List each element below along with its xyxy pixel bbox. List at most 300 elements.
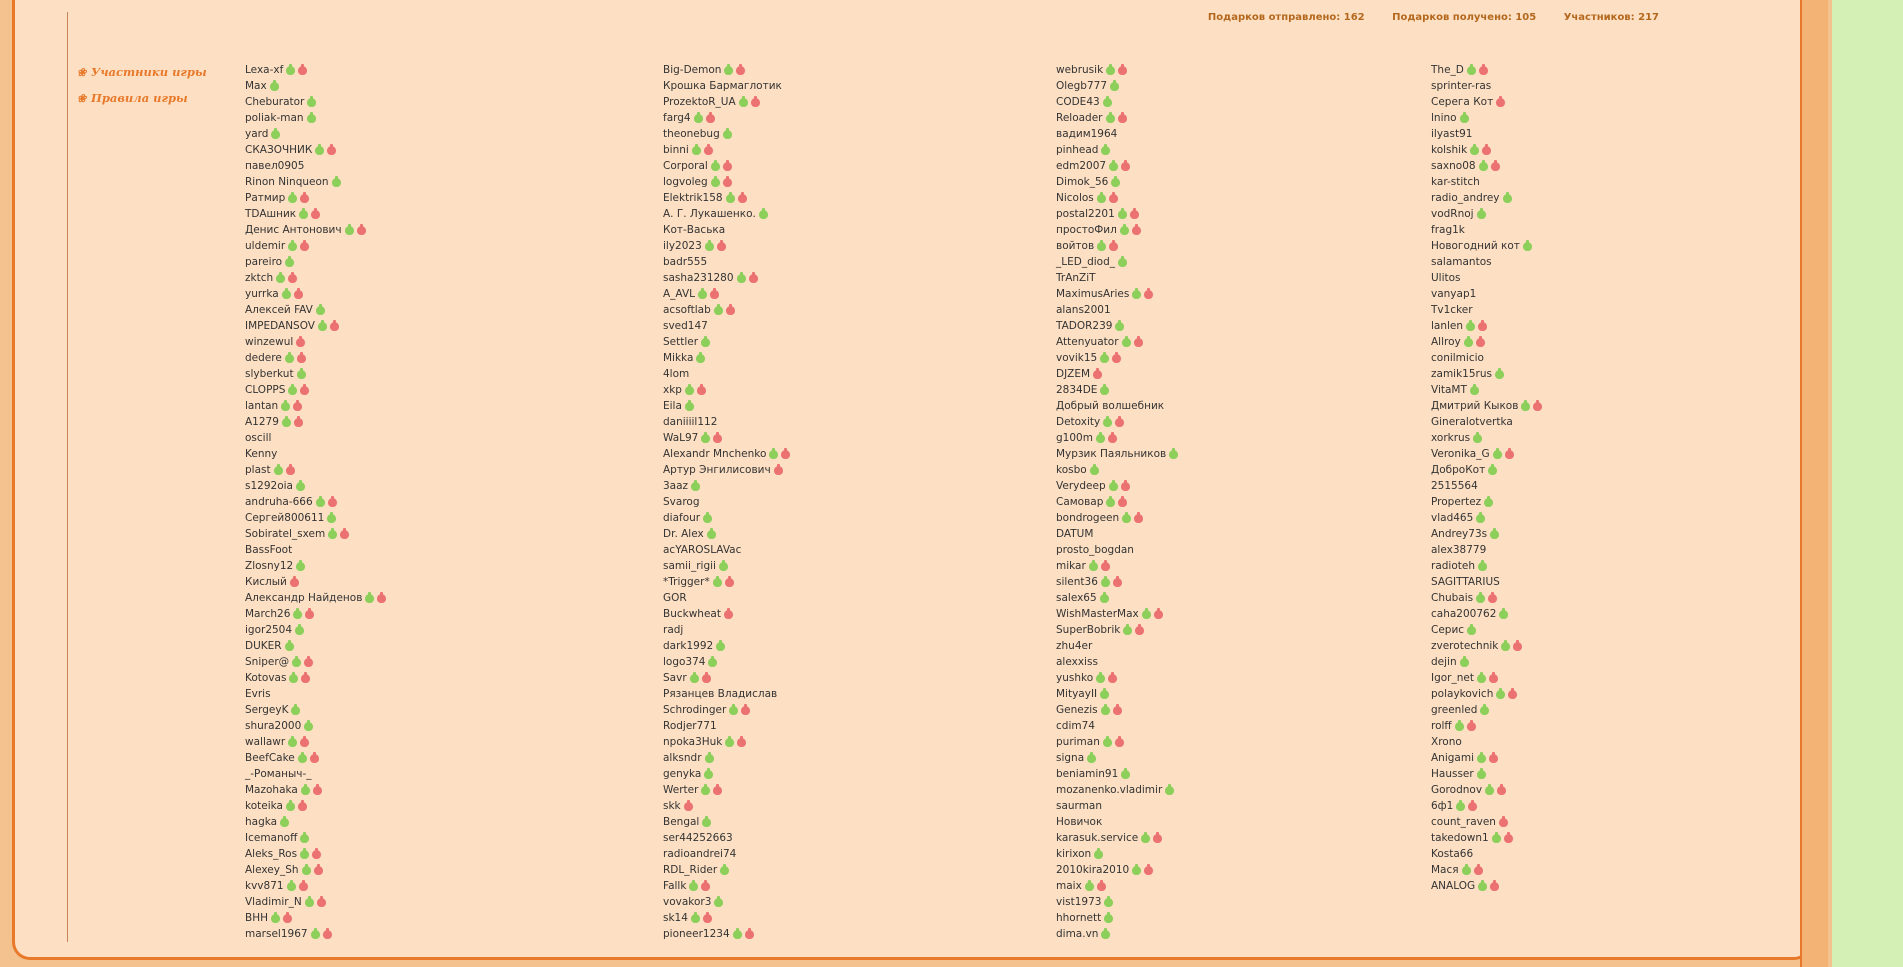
participant-row: [245, 286, 386, 302]
participant-name[interactable]: zktch: [245, 272, 274, 284]
participant-row: [245, 718, 386, 734]
participant-name[interactable]: hagka: [245, 816, 278, 828]
participant-name[interactable]: Andrey73s: [1431, 528, 1488, 540]
participant-name[interactable]: СКАЗОЧНИК: [245, 144, 313, 156]
participant-name[interactable]: IMPEDANSOV: [245, 320, 315, 332]
participant-name[interactable]: maix: [1056, 880, 1082, 892]
participant-name[interactable]: Schrodinger: [663, 704, 727, 716]
red-gift-icon: [298, 66, 307, 75]
participant-name[interactable]: frag1k: [1431, 224, 1465, 236]
participant-name[interactable]: alans2001: [1056, 304, 1111, 316]
participant-name[interactable]: ProzektoR_UA: [663, 96, 736, 108]
participant-name[interactable]: xorkrus: [1431, 432, 1471, 444]
participant-name[interactable]: marsel1967: [245, 928, 308, 940]
participant-name[interactable]: Bengal: [663, 816, 700, 828]
participant-row: [245, 750, 386, 766]
participant-name[interactable]: npoka3Huk: [663, 736, 723, 748]
participant-row: [1431, 62, 1542, 78]
participant-name[interactable]: theonebug: [663, 128, 720, 140]
participant-name[interactable]: Eila: [663, 400, 682, 412]
green-gift-icon: [1165, 786, 1174, 795]
participant-name[interactable]: VitaMT: [1431, 384, 1467, 396]
participant-name[interactable]: Fallk: [663, 880, 687, 892]
participant-name[interactable]: Ulitos: [1431, 272, 1461, 284]
participant-row: [1431, 526, 1542, 542]
participant-name[interactable]: oscill: [245, 432, 272, 444]
participant-row: [245, 526, 386, 542]
participant-name[interactable]: shura2000: [245, 720, 302, 732]
participant-row: [1431, 158, 1542, 174]
participant-name[interactable]: Денис Антонович: [245, 224, 342, 236]
green-gift-icon: [1479, 162, 1488, 171]
green-gift-icon: [1488, 466, 1497, 475]
participant-name[interactable]: pioneer1234: [663, 928, 730, 940]
participant-name[interactable]: Genezis: [1056, 704, 1098, 716]
participant-name[interactable]: bondrogeen: [1056, 512, 1120, 524]
participant-name[interactable]: А. Г. Лукашенко.: [663, 208, 756, 220]
participant-name[interactable]: Igor_net: [1431, 672, 1474, 684]
green-gift-icon: [1141, 834, 1150, 843]
participant-name[interactable]: polaykovich: [1431, 688, 1494, 700]
participant-name[interactable]: Кислый: [245, 576, 287, 588]
participant-name[interactable]: A1279: [245, 416, 279, 428]
participant-name[interactable]: g100m: [1056, 432, 1093, 444]
red-gift-icon: [751, 98, 760, 107]
participant-name[interactable]: vanyap1: [1431, 288, 1477, 300]
participant-name[interactable]: BHH: [245, 912, 268, 924]
green-gift-icon: [327, 514, 336, 523]
participant-name[interactable]: beniamin91: [1056, 768, 1119, 780]
participant-row: [1431, 750, 1542, 766]
participant-name[interactable]: WishMasterMax: [1056, 608, 1139, 620]
participant-name[interactable]: samii_rigii: [663, 560, 716, 572]
participant-name[interactable]: павел0905: [245, 160, 305, 172]
participant-name[interactable]: Кот-Васька: [663, 224, 726, 236]
participant-name[interactable]: uldemir: [245, 240, 286, 252]
participant-name[interactable]: ДоброКот: [1431, 464, 1486, 476]
participant-name[interactable]: kosbo: [1056, 464, 1087, 476]
green-gift-icon: [685, 386, 694, 395]
participant-row: [663, 318, 790, 334]
participant-name[interactable]: Новогодний кот: [1431, 240, 1520, 252]
participant-name[interactable]: вадим1964: [1056, 128, 1118, 140]
participant-name[interactable]: mozanenko.vladimir: [1056, 784, 1163, 796]
participant-name[interactable]: igor2504: [245, 624, 293, 636]
participant-name[interactable]: Rodjer771: [663, 720, 717, 732]
participant-name[interactable]: kolshik: [1431, 144, 1468, 156]
participant-name[interactable]: Gineralotvertka: [1431, 416, 1513, 428]
participant-row: [1056, 446, 1178, 462]
participant-name[interactable]: Александр Найденов: [245, 592, 363, 604]
participant-name[interactable]: SuperBobrik: [1056, 624, 1121, 636]
participant-name[interactable]: Nicolos: [1056, 192, 1094, 204]
participant-name[interactable]: cdim74: [1056, 720, 1095, 732]
green-gift-icon: [691, 914, 700, 923]
red-gift-icon: [1467, 722, 1476, 731]
participant-name[interactable]: Сергей800611: [245, 512, 325, 524]
participant-row: [245, 430, 386, 446]
participant-name[interactable]: Svarog: [663, 496, 700, 508]
participant-row: [1431, 558, 1542, 574]
participant-name[interactable]: silent36: [1056, 576, 1098, 588]
participant-name[interactable]: SAGITTARIUS: [1431, 576, 1500, 588]
participant-name[interactable]: lantan: [245, 400, 279, 412]
participant-name[interactable]: 2515564: [1431, 480, 1478, 492]
participant-row: [663, 734, 790, 750]
participant-name[interactable]: slyberkut: [245, 368, 294, 380]
participant-name[interactable]: radj: [663, 624, 684, 636]
participant-row: [1056, 222, 1178, 238]
participant-row: [663, 462, 790, 478]
participant-name[interactable]: *Trigger*: [663, 576, 710, 588]
participant-name[interactable]: Buckwheat: [663, 608, 721, 620]
participant-name[interactable]: Kenny: [245, 448, 278, 460]
participant-row: [663, 414, 790, 430]
participant-name[interactable]: xkp: [663, 384, 682, 396]
participant-name[interactable]: DUKER: [245, 640, 282, 652]
participant-name[interactable]: Cheburator: [245, 96, 305, 108]
participant-name[interactable]: CODE43: [1056, 96, 1100, 108]
green-gift-icon: [1100, 594, 1109, 603]
participant-name[interactable]: diafour: [663, 512, 701, 524]
participant-row: [663, 478, 790, 494]
participant-name[interactable]: conilmicio: [1431, 352, 1484, 364]
participant-name[interactable]: signa: [1056, 752, 1085, 764]
participant-name[interactable]: poliak-man: [245, 112, 304, 124]
participant-name[interactable]: acsoftlab: [663, 304, 711, 316]
participant-name[interactable]: Vladimir_N: [245, 896, 302, 908]
participant-name[interactable]: lnino: [1431, 112, 1457, 124]
participant-name[interactable]: Detoxity: [1056, 416, 1101, 428]
participant-name[interactable]: Kosta66: [1431, 848, 1474, 860]
participant-name[interactable]: The_D: [1431, 64, 1464, 76]
participant-name[interactable]: A_AVL: [663, 288, 695, 300]
participant-name[interactable]: Propertez: [1431, 496, 1482, 508]
participant-name[interactable]: mikar: [1056, 560, 1086, 572]
participant-name[interactable]: Olegb777: [1056, 80, 1108, 92]
participant-name[interactable]: WaL97: [663, 432, 699, 444]
participant-name[interactable]: logo374: [663, 656, 706, 668]
participant-name[interactable]: Dr. Alex: [663, 528, 704, 540]
participant-name[interactable]: andruha-666: [245, 496, 313, 508]
participant-name[interactable]: GOR: [663, 592, 687, 604]
participant-name[interactable]: March26: [245, 608, 291, 620]
participant-name[interactable]: _-Романыч-_: [245, 768, 312, 780]
red-gift-icon: [1115, 418, 1124, 427]
green-gift-icon: [1097, 242, 1106, 251]
participant-name[interactable]: Алексей FAV: [245, 304, 313, 316]
participant-name[interactable]: Icemanoff: [245, 832, 298, 844]
participant-name[interactable]: yurrka: [245, 288, 279, 300]
participant-name[interactable]: TDAшник: [245, 208, 297, 220]
participant-name[interactable]: dark1992: [663, 640, 714, 652]
participant-name[interactable]: Tv1cker: [1431, 304, 1473, 316]
participant-name[interactable]: Мася: [1431, 864, 1459, 876]
participant-row: [1431, 430, 1542, 446]
participant-name[interactable]: vlad465: [1431, 512, 1474, 524]
participant-name[interactable]: vovik15: [1056, 352, 1098, 364]
participant-name[interactable]: Verydeep: [1056, 480, 1106, 492]
participant-name[interactable]: Серега Кот: [1431, 96, 1494, 108]
participant-name[interactable]: vodRnoj: [1431, 208, 1474, 220]
participant-name[interactable]: puriman: [1056, 736, 1100, 748]
red-gift-icon: [1144, 866, 1153, 875]
green-gift-icon: [692, 146, 701, 155]
participant-name[interactable]: 3aaz: [663, 480, 689, 492]
green-gift-icon: [1118, 210, 1127, 219]
participant-name[interactable]: genyka: [663, 768, 702, 780]
participant-name[interactable]: badr555: [663, 256, 708, 268]
participant-name[interactable]: Reloader: [1056, 112, 1103, 124]
participant-name[interactable]: Крошка Бармаглотик: [663, 80, 782, 92]
green-gift-icon: [1103, 738, 1112, 747]
participant-name[interactable]: Kotovas: [245, 672, 287, 684]
participant-name[interactable]: yard: [245, 128, 269, 140]
participant-row: [1431, 638, 1542, 654]
participant-name[interactable]: войтов: [1056, 240, 1095, 252]
participant-name[interactable]: prosto_bogdan: [1056, 544, 1134, 556]
participant-name[interactable]: radioteh: [1431, 560, 1475, 572]
participant-name[interactable]: Allroy: [1431, 336, 1461, 348]
participant-name[interactable]: webrusik: [1056, 64, 1104, 76]
participant-name[interactable]: farg4: [663, 112, 691, 124]
participant-name[interactable]: Alexey_Sh: [245, 864, 299, 876]
participant-row: [663, 718, 790, 734]
participant-name[interactable]: hhornett: [1056, 912, 1102, 924]
green-gift-icon: [1118, 258, 1127, 267]
participant-name[interactable]: Attenyuator: [1056, 336, 1119, 348]
participant-row: [245, 558, 386, 574]
participant-name[interactable]: rolff: [1431, 720, 1452, 732]
participant-name[interactable]: acYAROSLAVac: [663, 544, 742, 556]
participant-name[interactable]: Evris: [245, 688, 271, 700]
participant-name[interactable]: Corporal: [663, 160, 708, 172]
participant-name[interactable]: 6ф1: [1431, 800, 1454, 812]
participant-name[interactable]: Mikka: [663, 352, 694, 364]
participant-name[interactable]: DATUM: [1056, 528, 1094, 540]
participant-name[interactable]: Alexandr Mnchenko: [663, 448, 767, 460]
participant-name[interactable]: Aleks_Ros: [245, 848, 298, 860]
participant-name[interactable]: Hausser: [1431, 768, 1474, 780]
participant-name[interactable]: Settler: [663, 336, 699, 348]
green-gift-icon: [1101, 146, 1110, 155]
participant-name[interactable]: Zlosny12: [245, 560, 294, 572]
participant-name[interactable]: lanlen: [1431, 320, 1464, 332]
participant-row: [1056, 590, 1178, 606]
participant-name[interactable]: Lexa-xf: [245, 64, 284, 76]
participant-name[interactable]: karasuk.service: [1056, 832, 1139, 844]
green-gift-icon: [288, 242, 297, 251]
green-gift-icon: [701, 434, 710, 443]
participant-name[interactable]: Gorodnov: [1431, 784, 1483, 796]
participant-name[interactable]: _LED_diod_: [1056, 256, 1115, 268]
participant-row: [1056, 302, 1178, 318]
participant-name[interactable]: sk14: [663, 912, 688, 924]
participant-row: [245, 126, 386, 142]
participant-name[interactable]: salamantos: [1431, 256, 1492, 268]
participant-row: [1431, 174, 1542, 190]
participant-name[interactable]: daniiiil112: [663, 416, 718, 428]
participant-name[interactable]: Новичок: [1056, 816, 1103, 828]
participant-name[interactable]: Самовар: [1056, 496, 1104, 508]
participant-name[interactable]: простоФил: [1056, 224, 1117, 236]
participant-name[interactable]: RDL_Rider: [663, 864, 718, 876]
participant-name[interactable]: Рязанцев Владислав: [663, 688, 778, 700]
participant-name[interactable]: Mazohaka: [245, 784, 298, 796]
participant-name[interactable]: dedere: [245, 352, 282, 364]
participant-name[interactable]: ANALOG: [1431, 880, 1476, 892]
participant-name[interactable]: vovakor3: [663, 896, 712, 908]
participant-name[interactable]: TrAnZiT: [1056, 272, 1096, 284]
participant-name[interactable]: count_raven: [1431, 816, 1496, 828]
participant-row: [663, 142, 790, 158]
green-gift-icon: [1122, 514, 1131, 523]
green-gift-icon: [1523, 242, 1532, 251]
menu-item-participants[interactable]: [77, 65, 207, 79]
participant-name[interactable]: winzewul: [245, 336, 294, 348]
participant-name[interactable]: Xrono: [1431, 736, 1462, 748]
green-gift-icon: [1493, 450, 1502, 459]
participant-name[interactable]: plast: [245, 464, 271, 476]
participant-name[interactable]: ser44252663: [663, 832, 733, 844]
participant-row: [245, 910, 386, 926]
participant-name[interactable]: radioandrei74: [663, 848, 737, 860]
participant-name[interactable]: Rinon Ninqueon: [245, 176, 329, 188]
participant-row: [663, 446, 790, 462]
green-gift-icon: [1142, 610, 1151, 619]
participant-row: [663, 126, 790, 142]
participant-name[interactable]: takedown1: [1431, 832, 1489, 844]
green-gift-icon: [703, 514, 712, 523]
green-gift-icon: [1111, 178, 1120, 187]
participant-name[interactable]: edm2007: [1056, 160, 1107, 172]
participant-name[interactable]: Max: [245, 80, 267, 92]
participant-name[interactable]: vist1973: [1056, 896, 1102, 908]
participant-name[interactable]: Anigami: [1431, 752, 1474, 764]
participant-name[interactable]: kvv871: [245, 880, 284, 892]
participant-row: [1056, 62, 1178, 78]
participant-name[interactable]: wallawr: [245, 736, 286, 748]
green-gift-icon: [769, 450, 778, 459]
participant-name[interactable]: Мурзик Паяльников: [1056, 448, 1167, 460]
participant-name[interactable]: BassFoot: [245, 544, 293, 556]
participant-name[interactable]: logvoleg: [663, 176, 708, 188]
red-gift-icon: [1474, 866, 1483, 875]
participant-name[interactable]: Big-Demon: [663, 64, 722, 76]
participant-name[interactable]: alex38779: [1431, 544, 1487, 556]
participant-name[interactable]: Veronika_G: [1431, 448, 1490, 460]
participant-name[interactable]: Dimok_56: [1056, 176, 1109, 188]
participant-name[interactable]: saurman: [1056, 800, 1103, 812]
participant-row: [1431, 126, 1542, 142]
participant-name[interactable]: MaximusAries: [1056, 288, 1130, 300]
participant-row: [663, 670, 790, 686]
participant-name[interactable]: Серис: [1431, 624, 1465, 636]
participant-name[interactable]: ilyast91: [1431, 128, 1473, 140]
participant-row: [1431, 862, 1542, 878]
participant-name[interactable]: TADOR239: [1056, 320, 1113, 332]
green-gift-icon: [288, 194, 297, 203]
red-gift-icon: [340, 530, 349, 539]
participant-name[interactable]: binni: [663, 144, 689, 156]
participant-name[interactable]: yushko: [1056, 672, 1094, 684]
participant-row: [663, 526, 790, 542]
participant-name[interactable]: Ратмир: [245, 192, 286, 204]
participant-name[interactable]: zhu4er: [1056, 640, 1093, 652]
participant-name[interactable]: salex65: [1056, 592, 1097, 604]
participant-row: [663, 926, 790, 942]
participant-name[interactable]: MityayII: [1056, 688, 1098, 700]
participant-name[interactable]: alexxiss: [1056, 656, 1098, 668]
participant-name[interactable]: pareiro: [245, 256, 283, 268]
participant-name[interactable]: s1292oia: [245, 480, 293, 492]
participant-name[interactable]: sprinter-ras: [1431, 80, 1492, 92]
participant-name[interactable]: postal2201: [1056, 208, 1115, 220]
participant-name[interactable]: Добрый волшебник: [1056, 400, 1165, 412]
participant-name[interactable]: dejin: [1431, 656, 1457, 668]
participant-name[interactable]: radio_andrey: [1431, 192, 1500, 204]
participant-name[interactable]: SergeyK: [245, 704, 289, 716]
participant-name[interactable]: Дмитрий Кыков: [1431, 400, 1519, 412]
participant-name[interactable]: koteika: [245, 800, 283, 812]
red-gift-icon: [703, 914, 712, 923]
participant-name[interactable]: 2010kira2010: [1056, 864, 1130, 876]
participant-name[interactable]: Sniper@: [245, 656, 290, 668]
participant-row: [663, 94, 790, 110]
participant-name[interactable]: DJZEM: [1056, 368, 1091, 380]
participant-name[interactable]: ily2023: [663, 240, 702, 252]
participant-name[interactable]: caha200762: [1431, 608, 1497, 620]
participant-name[interactable]: dima.vn: [1056, 928, 1099, 940]
green-gift-icon: [288, 386, 297, 395]
participant-row: [1431, 654, 1542, 670]
menu-item-rules[interactable]: [77, 91, 207, 105]
participant-name[interactable]: saxno08: [1431, 160, 1476, 172]
participant-name[interactable]: 4lom: [663, 368, 690, 380]
participant-row: [1056, 846, 1178, 862]
participant-name[interactable]: skk: [663, 800, 681, 812]
green-gift-icon: [1499, 610, 1508, 619]
participant-name[interactable]: greenled: [1431, 704, 1478, 716]
participant-name[interactable]: Savr: [663, 672, 687, 684]
red-gift-icon: [288, 274, 297, 283]
participant-name[interactable]: zamik15rus: [1431, 368, 1492, 380]
participant-name[interactable]: Elektrik158: [663, 192, 723, 204]
participant-name[interactable]: zverotechnik: [1431, 640, 1499, 652]
participant-row: [1056, 190, 1178, 206]
participant-name[interactable]: BeefCake: [245, 752, 295, 764]
green-gift-icon: [707, 530, 716, 539]
participant-row: [1431, 462, 1542, 478]
participant-name[interactable]: Chubais: [1431, 592, 1474, 604]
red-gift-icon: [311, 210, 320, 219]
participant-name[interactable]: sasha231280: [663, 272, 734, 284]
green-gift-icon: [1460, 114, 1469, 123]
participant-name[interactable]: sved147: [663, 320, 708, 332]
participant-name[interactable]: 2834DE: [1056, 384, 1098, 396]
participant-name[interactable]: pinhead: [1056, 144, 1099, 156]
green-gift-icon: [1104, 898, 1113, 907]
participant-name[interactable]: Sobiratel_sxem: [245, 528, 326, 540]
participant-row: [245, 702, 386, 718]
participant-name[interactable]: Werter: [663, 784, 699, 796]
participant-name[interactable]: kirixon: [1056, 848, 1092, 860]
participants-column-2: [663, 62, 790, 942]
participant-name[interactable]: CLOPPS: [245, 384, 286, 396]
participant-name[interactable]: kar-stitch: [1431, 176, 1480, 188]
participant-name[interactable]: alksndr: [663, 752, 702, 764]
participant-name[interactable]: Артур Энгилисович: [663, 464, 771, 476]
